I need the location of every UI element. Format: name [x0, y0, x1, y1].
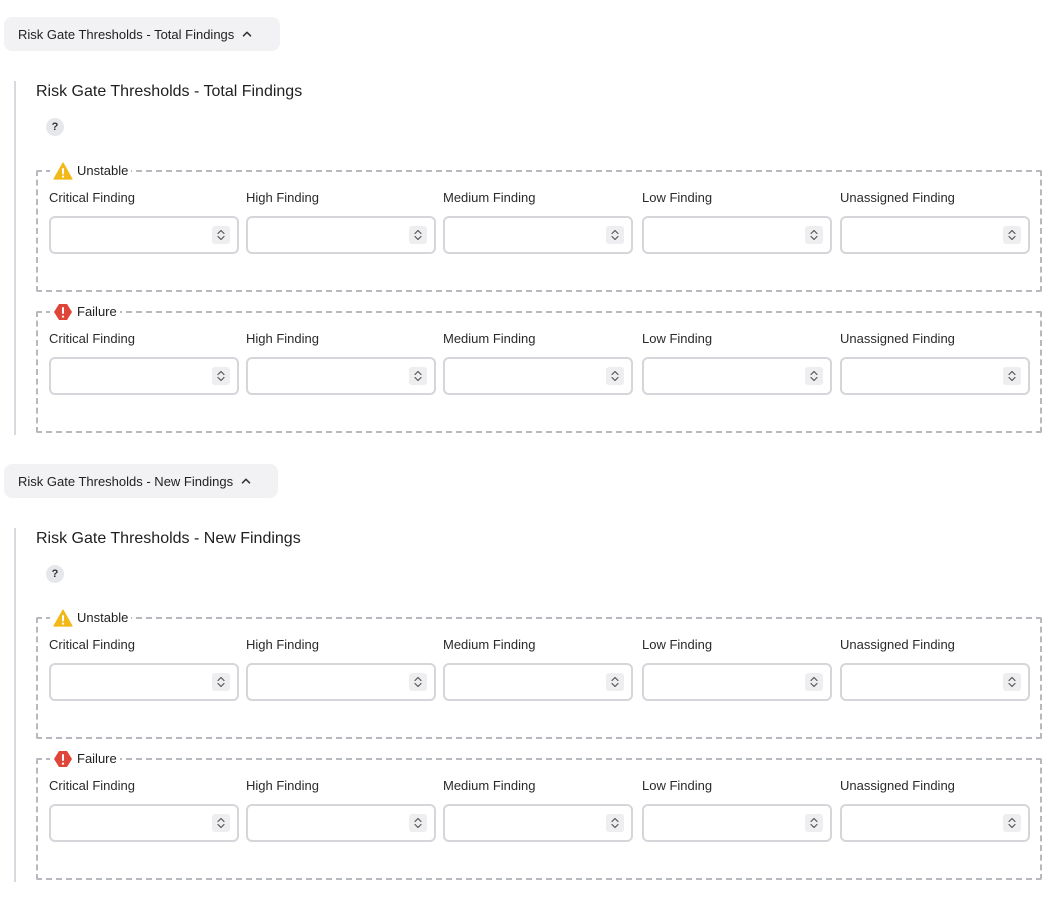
number-input-wrapper — [840, 216, 1030, 254]
threshold-field — [246, 778, 436, 796]
failure-group — [36, 304, 1042, 433]
threshold-field — [246, 190, 436, 208]
spinner-icon[interactable] — [606, 226, 624, 244]
spinner-icon[interactable] — [1003, 367, 1021, 385]
high-finding-input[interactable] — [254, 365, 398, 389]
spinner-icon[interactable] — [805, 673, 823, 691]
spinner-icon[interactable] — [805, 814, 823, 832]
number-input-wrapper — [443, 216, 633, 254]
warning-icon — [53, 162, 73, 180]
high-finding-input[interactable] — [254, 671, 398, 695]
number-input-wrapper — [246, 804, 436, 842]
section-toggle-button[interactable] — [4, 464, 278, 498]
spinner-icon[interactable] — [606, 814, 624, 832]
spinner-icon[interactable] — [1003, 673, 1021, 691]
threshold-field — [49, 190, 239, 208]
field-label: Unassigned Finding — [840, 331, 955, 346]
field-label: Low Finding — [642, 778, 713, 793]
section-toggle-label: Risk Gate Thresholds - New Findings — [18, 473, 234, 489]
spinner-icon[interactable] — [212, 673, 230, 691]
medium-finding-input[interactable] — [451, 224, 595, 248]
critical-finding-input[interactable] — [57, 671, 201, 695]
field-label: Medium Finding — [443, 778, 536, 793]
threshold-field — [49, 778, 239, 796]
number-input-wrapper — [840, 663, 1030, 701]
field-label: Critical Finding — [49, 331, 135, 346]
threshold-field — [840, 190, 1030, 208]
unassigned-finding-input[interactable] — [848, 812, 992, 836]
low-finding-input[interactable] — [650, 224, 794, 248]
section-toggle-button[interactable] — [4, 17, 280, 51]
group-legend-label: Failure — [77, 304, 117, 319]
high-finding-input[interactable] — [254, 812, 398, 836]
spinner-icon[interactable] — [1003, 226, 1021, 244]
chevron-up-icon — [242, 29, 252, 39]
field-label: Critical Finding — [49, 637, 135, 652]
error-icon — [53, 303, 73, 321]
field-label: Critical Finding — [49, 190, 135, 205]
field-label: Unassigned Finding — [840, 637, 955, 652]
field-label: High Finding — [246, 778, 319, 793]
number-input-wrapper — [246, 216, 436, 254]
spinner-icon[interactable] — [409, 673, 427, 691]
low-finding-input[interactable] — [650, 671, 794, 695]
low-finding-input[interactable] — [650, 365, 794, 389]
spinner-icon[interactable] — [212, 226, 230, 244]
spinner-icon[interactable] — [606, 673, 624, 691]
number-input-wrapper — [246, 663, 436, 701]
unassigned-finding-input[interactable] — [848, 671, 992, 695]
number-input-wrapper — [246, 357, 436, 395]
threshold-field — [443, 190, 633, 208]
number-input-wrapper — [49, 663, 239, 701]
number-input-wrapper — [840, 357, 1030, 395]
threshold-field — [246, 331, 436, 349]
number-input-wrapper — [49, 357, 239, 395]
threshold-field — [840, 778, 1030, 796]
critical-finding-input[interactable] — [57, 812, 201, 836]
field-label: High Finding — [246, 190, 319, 205]
medium-finding-input[interactable] — [451, 365, 595, 389]
field-label: High Finding — [246, 331, 319, 346]
section-toggle-label: Risk Gate Thresholds - Total Findings — [18, 26, 235, 42]
error-icon — [53, 750, 73, 768]
threshold-field — [840, 637, 1030, 655]
number-input-wrapper — [642, 216, 832, 254]
spinner-icon[interactable] — [409, 367, 427, 385]
unassigned-finding-input[interactable] — [848, 365, 992, 389]
threshold-field — [642, 190, 832, 208]
field-label: Medium Finding — [443, 637, 536, 652]
critical-finding-input[interactable] — [57, 224, 201, 248]
field-label: Unassigned Finding — [840, 778, 955, 793]
group-legend — [50, 750, 120, 768]
threshold-field — [840, 331, 1030, 349]
number-input-wrapper — [49, 804, 239, 842]
spinner-icon[interactable] — [409, 226, 427, 244]
threshold-field — [246, 637, 436, 655]
high-finding-input[interactable] — [254, 224, 398, 248]
group-legend-label: Failure — [77, 751, 117, 766]
spinner-icon[interactable] — [805, 226, 823, 244]
number-input-wrapper — [642, 663, 832, 701]
group-legend-label: Unstable — [77, 163, 129, 178]
section-title: Risk Gate Thresholds - New Findings — [36, 530, 301, 547]
spinner-icon[interactable] — [606, 367, 624, 385]
field-label: Low Finding — [642, 637, 713, 652]
spinner-icon[interactable] — [212, 814, 230, 832]
spinner-icon[interactable] — [212, 367, 230, 385]
field-label: Critical Finding — [49, 778, 135, 793]
failure-group — [36, 751, 1042, 880]
threshold-field — [443, 637, 633, 655]
help-icon[interactable]: ? — [46, 565, 64, 583]
group-legend — [50, 609, 131, 627]
group-legend — [50, 303, 120, 321]
field-label: Low Finding — [642, 190, 713, 205]
critical-finding-input[interactable] — [57, 365, 201, 389]
threshold-field — [49, 637, 239, 655]
help-icon[interactable]: ? — [46, 118, 64, 136]
field-label: Medium Finding — [443, 331, 536, 346]
spinner-icon[interactable] — [409, 814, 427, 832]
threshold-field — [49, 331, 239, 349]
spinner-icon[interactable] — [1003, 814, 1021, 832]
section-body — [14, 528, 1054, 882]
medium-finding-input[interactable] — [451, 671, 595, 695]
threshold-field — [443, 331, 633, 349]
number-input-wrapper — [840, 804, 1030, 842]
warning-icon — [53, 609, 73, 627]
threshold-field — [642, 331, 832, 349]
field-label: Medium Finding — [443, 190, 536, 205]
unstable-group — [36, 610, 1042, 739]
field-label: High Finding — [246, 637, 319, 652]
number-input-wrapper — [642, 357, 832, 395]
field-label: Low Finding — [642, 331, 713, 346]
low-finding-input[interactable] — [650, 812, 794, 836]
unassigned-finding-input[interactable] — [848, 224, 992, 248]
number-input-wrapper — [49, 216, 239, 254]
chevron-up-icon — [241, 476, 251, 486]
number-input-wrapper — [642, 804, 832, 842]
medium-finding-input[interactable] — [451, 812, 595, 836]
section-title: Risk Gate Thresholds - Total Findings — [36, 83, 303, 100]
group-legend — [50, 162, 131, 180]
threshold-field — [642, 778, 832, 796]
section-body — [14, 81, 1054, 435]
number-input-wrapper — [443, 804, 633, 842]
threshold-field — [443, 778, 633, 796]
spinner-icon[interactable] — [805, 367, 823, 385]
field-label: Unassigned Finding — [840, 190, 955, 205]
unstable-group — [36, 163, 1042, 292]
threshold-field — [642, 637, 832, 655]
number-input-wrapper — [443, 357, 633, 395]
number-input-wrapper — [443, 663, 633, 701]
group-legend-label: Unstable — [77, 610, 129, 625]
